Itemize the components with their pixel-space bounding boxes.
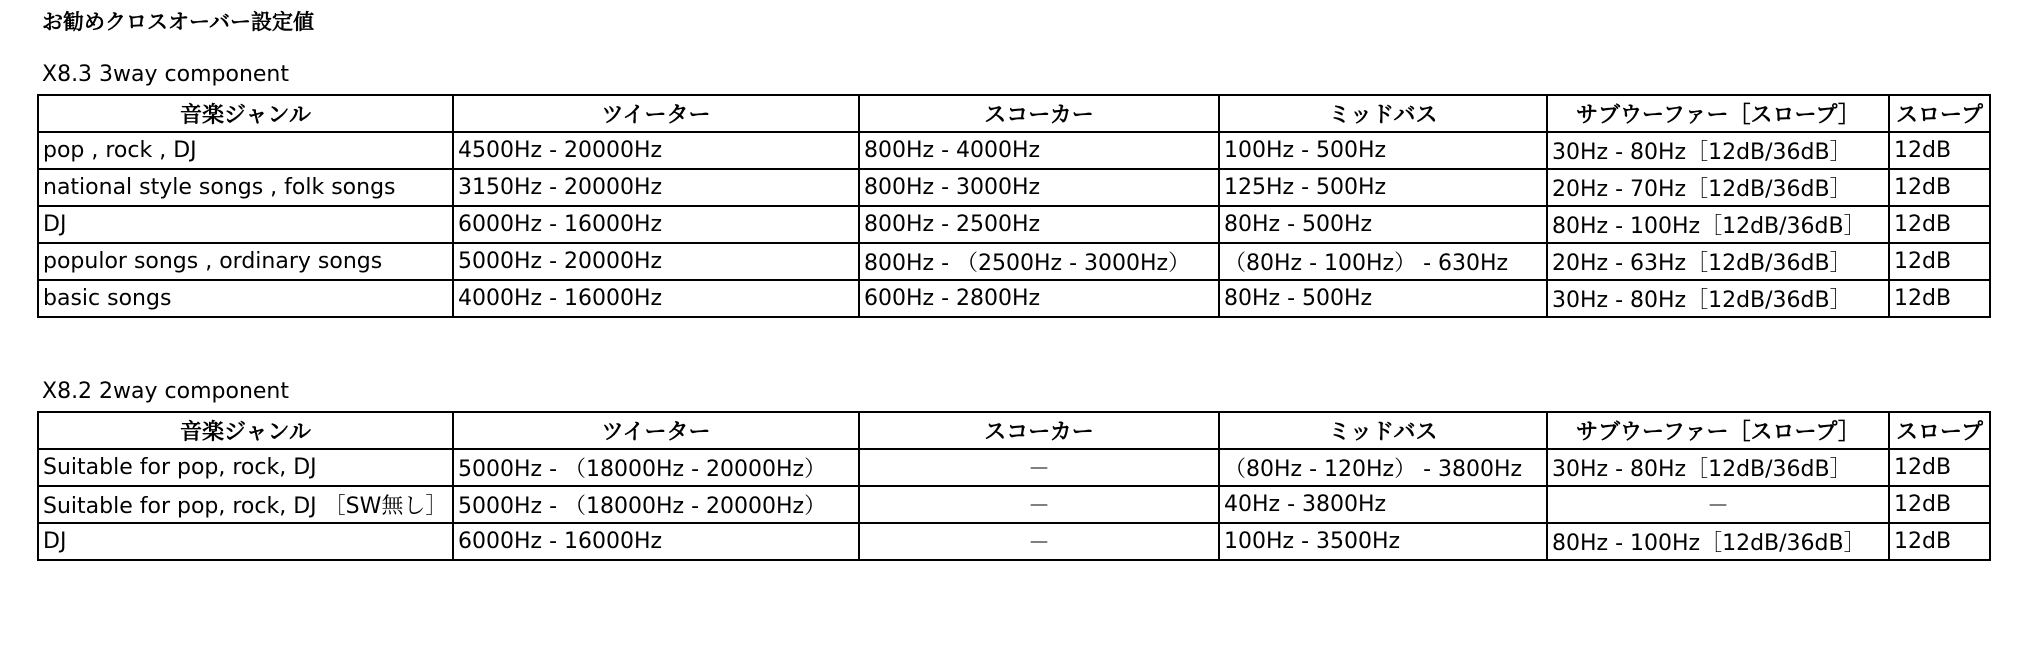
header-genre: 音楽ジャンル (38, 412, 453, 449)
header-genre: 音楽ジャンル (38, 95, 453, 132)
cell-tweeter: 4000Hz - 16000Hz (453, 280, 859, 317)
cell-midbass: （80Hz - 100Hz） - 630Hz (1219, 243, 1547, 280)
cell-genre: DJ (38, 206, 453, 243)
table-row (38, 280, 1990, 317)
cell-slope: 12dB (1889, 206, 1990, 243)
header-slope: スロープ (1889, 412, 1990, 449)
cell-genre: Suitable for pop, rock, DJ ［SW無し］ (38, 486, 453, 523)
cell-genre: Suitable for pop, rock, DJ (38, 449, 453, 486)
cell-midbass: （80Hz - 120Hz） - 3800Hz (1219, 449, 1547, 486)
cell-slope: 12dB (1889, 132, 1990, 169)
cell-squawker: 800Hz - 2500Hz (859, 206, 1219, 243)
cell-midbass: 40Hz - 3800Hz (1219, 486, 1547, 523)
cell-genre: DJ (38, 523, 453, 560)
cell-subwoofer: 20Hz - 63Hz［12dB/36dB］ (1547, 243, 1889, 280)
cell-midbass: 100Hz - 3500Hz (1219, 523, 1547, 560)
cell-squawker: － (859, 449, 1219, 486)
cell-tweeter: 5000Hz - （18000Hz - 20000Hz） (453, 449, 859, 486)
table-row (38, 486, 1990, 523)
table-header-row (38, 412, 1990, 449)
cell-slope: 12dB (1889, 243, 1990, 280)
header-tweeter: ツイーター (453, 95, 859, 132)
cell-tweeter: 6000Hz - 16000Hz (453, 206, 859, 243)
header-midbass: ミッドバス (1219, 412, 1547, 449)
crossover-table-3way (37, 94, 1991, 318)
header-subwoofer: サブウーファー［スロープ］ (1547, 412, 1889, 449)
crossover-table-2way (37, 411, 1991, 561)
cell-tweeter: 6000Hz - 16000Hz (453, 523, 859, 560)
cell-midbass: 80Hz - 500Hz (1219, 280, 1547, 317)
cell-genre: populor songs , ordinary songs (38, 243, 453, 280)
table-row (38, 169, 1990, 206)
cell-genre: basic songs (38, 280, 453, 317)
table-header-row (38, 95, 1990, 132)
document-title: お勧めクロスオーバー設定値 (42, 10, 314, 34)
cell-squawker: － (859, 523, 1219, 560)
cell-tweeter: 5000Hz - （18000Hz - 20000Hz） (453, 486, 859, 523)
cell-subwoofer: 30Hz - 80Hz［12dB/36dB］ (1547, 280, 1889, 317)
cell-squawker: 800Hz - 4000Hz (859, 132, 1219, 169)
cell-slope: 12dB (1889, 449, 1990, 486)
cell-genre: national style songs , folk songs (38, 169, 453, 206)
header-squawker: スコーカー (859, 95, 1219, 132)
header-tweeter: ツイーター (453, 412, 859, 449)
cell-squawker: 600Hz - 2800Hz (859, 280, 1219, 317)
section-title-3way: X8.3 3way component (42, 62, 289, 87)
cell-squawker: － (859, 486, 1219, 523)
table-row (38, 449, 1990, 486)
cell-slope: 12dB (1889, 486, 1990, 523)
cell-slope: 12dB (1889, 280, 1990, 317)
cell-squawker: 800Hz - （2500Hz - 3000Hz） (859, 243, 1219, 280)
cell-subwoofer: 30Hz - 80Hz［12dB/36dB］ (1547, 132, 1889, 169)
header-midbass: ミッドバス (1219, 95, 1547, 132)
header-slope: スロープ (1889, 95, 1990, 132)
cell-slope: 12dB (1889, 523, 1990, 560)
section-title-2way: X8.2 2way component (42, 379, 289, 404)
cell-midbass: 100Hz - 500Hz (1219, 132, 1547, 169)
cell-tweeter: 3150Hz - 20000Hz (453, 169, 859, 206)
cell-squawker: 800Hz - 3000Hz (859, 169, 1219, 206)
header-subwoofer: サブウーファー［スロープ］ (1547, 95, 1889, 132)
table-row (38, 206, 1990, 243)
cell-genre: pop , rock , DJ (38, 132, 453, 169)
cell-subwoofer: 80Hz - 100Hz［12dB/36dB］ (1547, 523, 1889, 560)
table-row (38, 523, 1990, 560)
table-row (38, 132, 1990, 169)
cell-slope: 12dB (1889, 169, 1990, 206)
cell-midbass: 80Hz - 500Hz (1219, 206, 1547, 243)
cell-tweeter: 5000Hz - 20000Hz (453, 243, 859, 280)
cell-midbass: 125Hz - 500Hz (1219, 169, 1547, 206)
header-squawker: スコーカー (859, 412, 1219, 449)
cell-tweeter: 4500Hz - 20000Hz (453, 132, 859, 169)
table-row (38, 243, 1990, 280)
cell-subwoofer: － (1547, 486, 1889, 523)
cell-subwoofer: 80Hz - 100Hz［12dB/36dB］ (1547, 206, 1889, 243)
cell-subwoofer: 20Hz - 70Hz［12dB/36dB］ (1547, 169, 1889, 206)
cell-subwoofer: 30Hz - 80Hz［12dB/36dB］ (1547, 449, 1889, 486)
